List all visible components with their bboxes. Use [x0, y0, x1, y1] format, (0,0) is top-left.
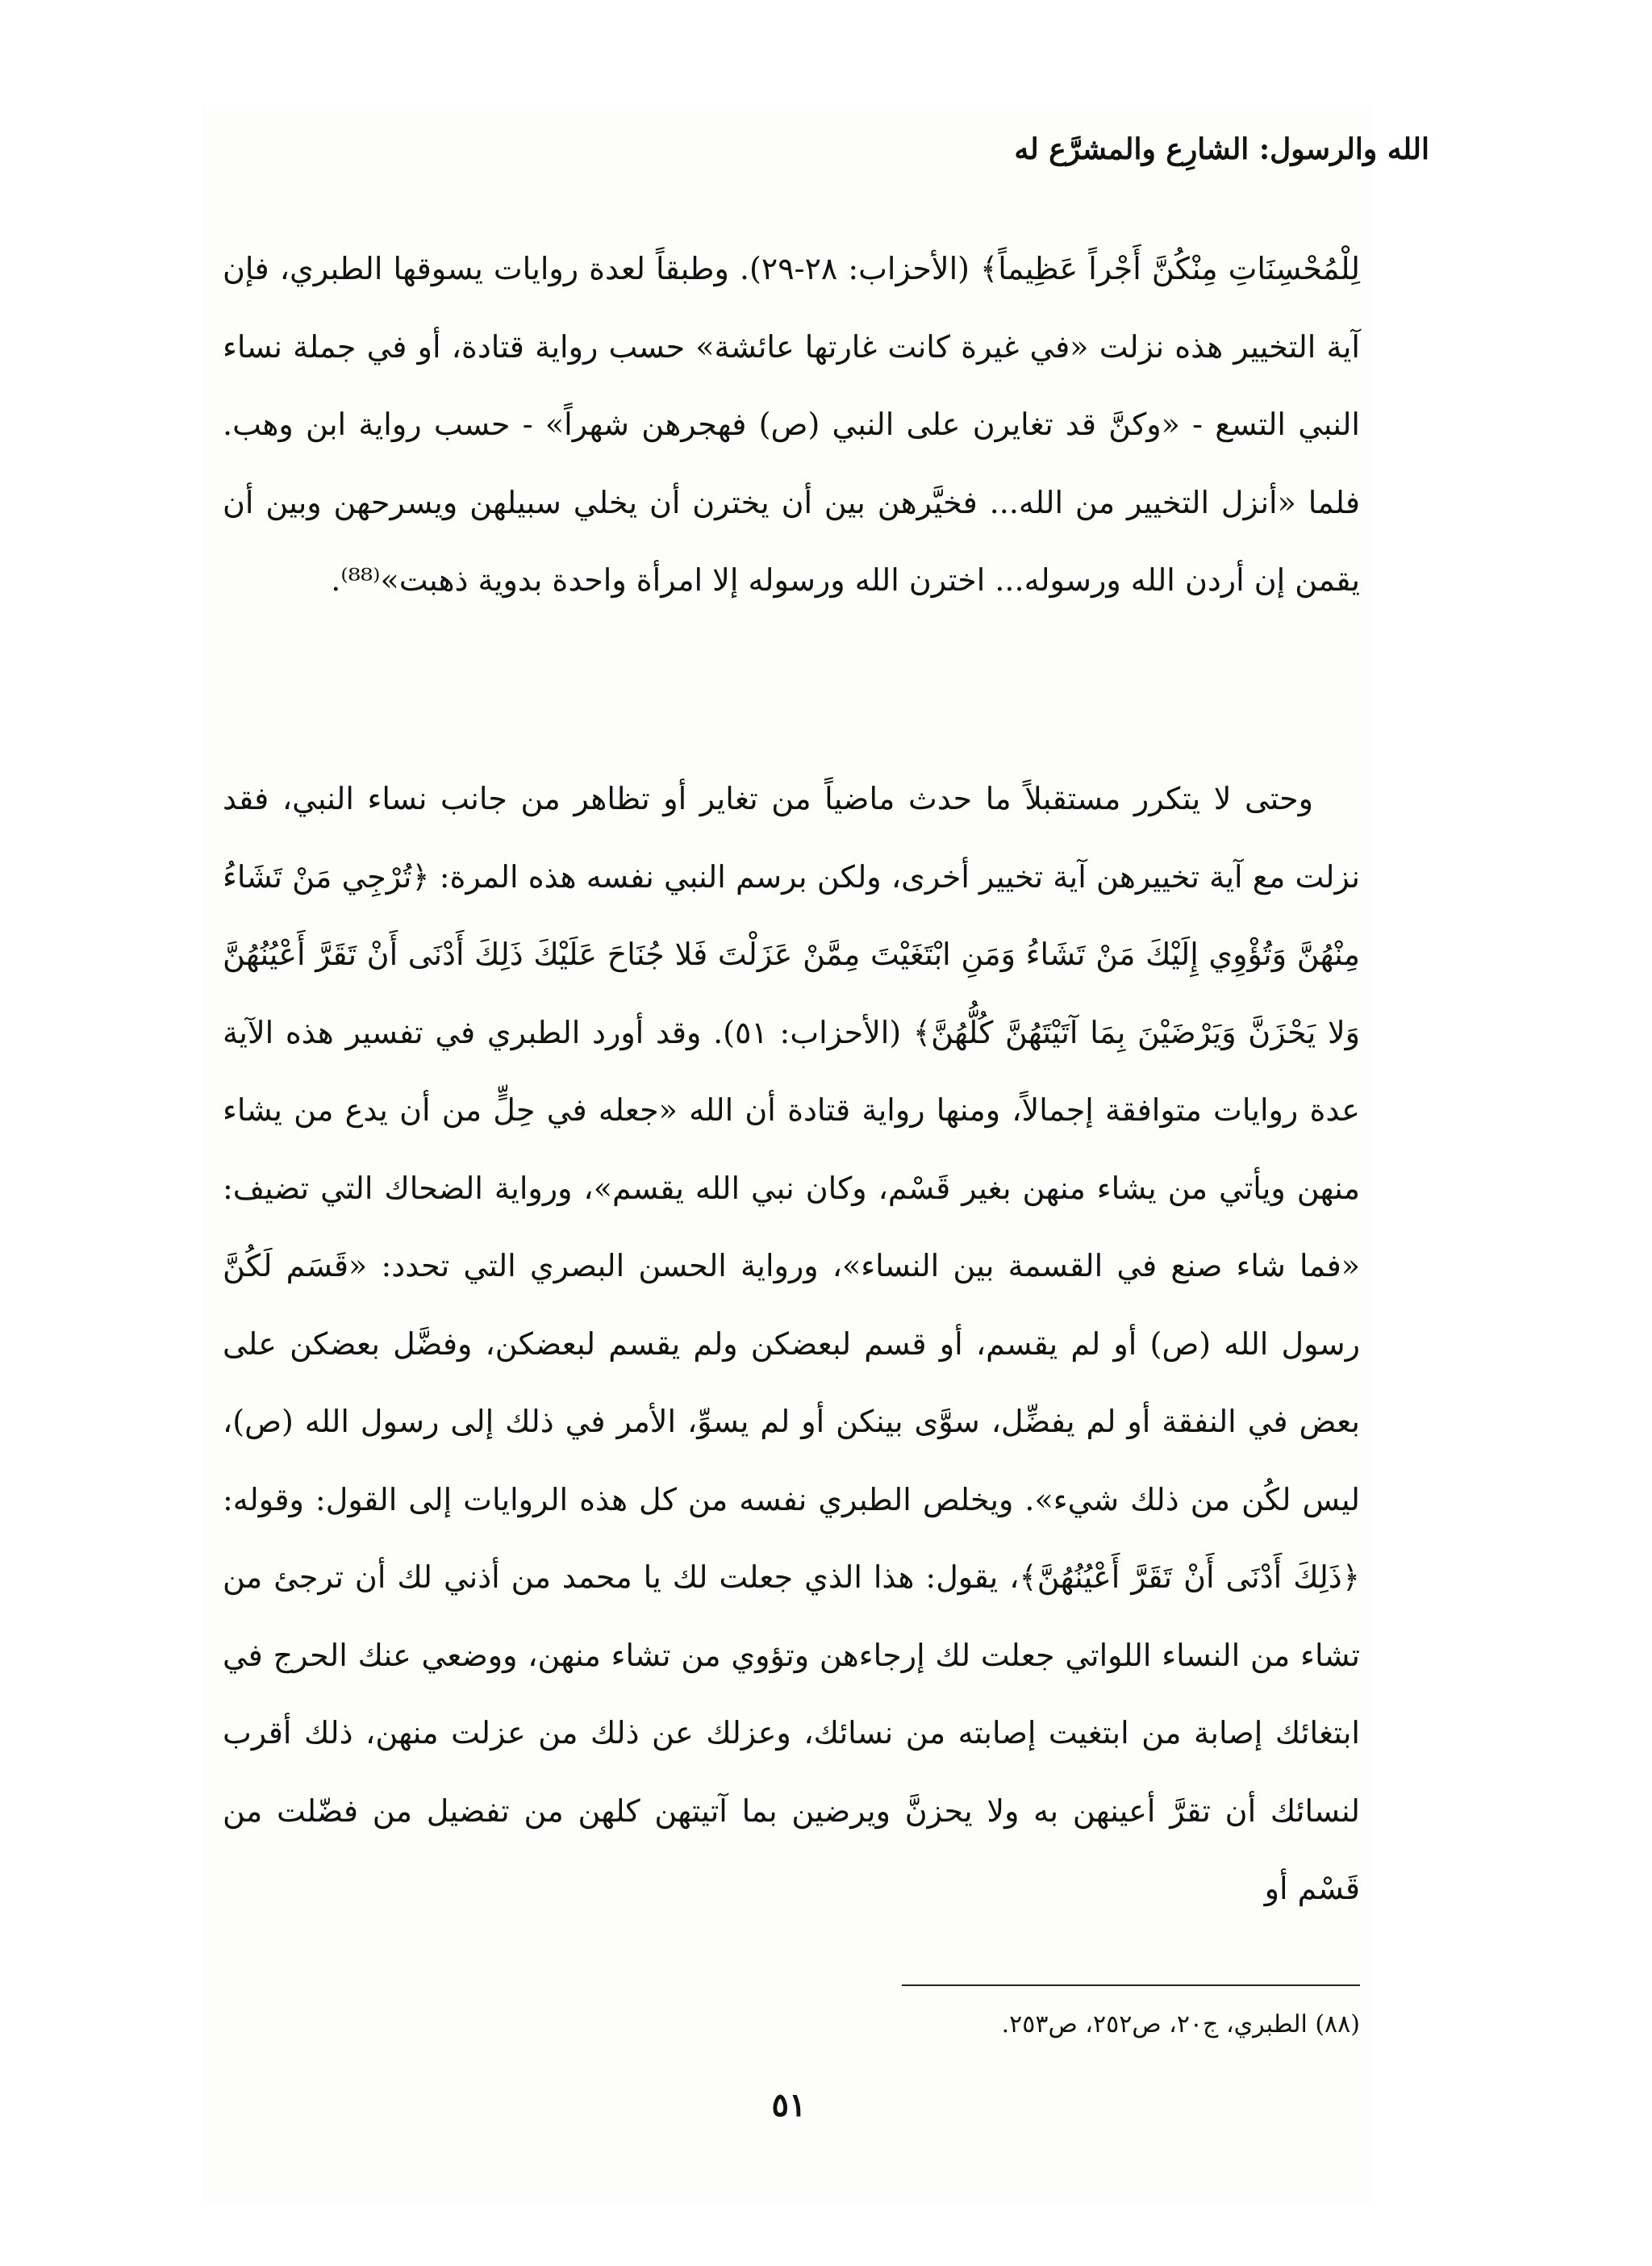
running-head: الله والرسول: الشارِع والمشرَّع له: [1014, 132, 1429, 166]
paragraph-1: لِلْمُحْسِنَاتِ مِنْكُنَّ أَجْراً عَظِيماً﴾ (الأحزاب: ٢٨-٢٩). وطبقاً لعدة روايات يسوقها الطبري، فإن آية التخيير هذه نزلت «في غيرة كانت غارتها عائشة» حسب رواية قتادة، أو في جملة نساء النبي التسع - «وكنَّ قد تغايرن على النبي (ص) فهجرهن شهراً» - حسب رواية ابن وهب. فلما «أنزل التخيير من الله... فخيَّرهن بين أن يخترن أن يخلي سبيلهن ويسرحهن وبين أن يقمن إن أردن الله ورسوله... اخترن الله ورسوله إلا امرأة واحدة بدوية ذهبت»⁽⁸⁸⁾.: [223, 251, 1360, 598]
paragraph-2: وحتى لا يتكرر مستقبلاً ما حدث ماضياً من تغاير أو تظاهر من جانب نساء النبي، فقد نزلت مع آية تخييرهن آية تخيير أخرى، ولكن برسم النبي نفسه هذه المرة: ﴿تُرْجِي مَنْ تَشَاءُ مِنْهُنَّ وَتُؤْوِي إِلَيْكَ مَنْ تَشَاءُ وَمَنِ ابْتَغَيْتَ مِمَّنْ عَزَلْتَ فَلا جُنَاحَ عَلَيْكَ ذَلِكَ أَدْنَى أَنْ تَقَرَّ أَعْيُنُهُنَّ وَلا يَحْزَنَّ وَيَرْضَيْنَ بِمَا آتَيْتَهُنَّ كُلُّهُنَّ﴾ (الأحزاب: ٥١). وقد أورد الطبري في تفسير هذه الآية عدة روايات متوافقة إجمالاً، ومنها رواية قتادة أن الله «جعله في حِلٍّ من أن يدع من يشاء منهن ويأتي من يشاء منهن بغير قَسْم، وكان نبي الله يقسم»، ورواية الضحاك التي تضيف: «فما شاء صنع في القسمة بين النساء»، ورواية الحسن البصري التي تحدد: «قَسَم لَكُنَّ رسول الله (ص) أو لم يقسم، أو قسم لبعضكن ولم يقسم لبعضكن، وفضَّل بعضكن على بعض في النفقة أو لم يفضِّل، سوَّى بينكن أو لم يسوِّ، الأمر في ذلك إلى رسول الله (ص)، ليس لكُن من ذلك شيء». ويخلص الطبري نفسه من كل هذه الروايات إلى القول: وقوله: ﴿ذَلِكَ أَدْنَى أَنْ تَقَرَّ أَعْيُنُهُنَّ﴾، يقول: هذا الذي جعلت لك يا محمد من أذني لك أن ترجئ من تشاء من النساء اللواتي جعلت لك إرجاءهن وتؤوي من تشاء منهن، ووضعي عنك الحرج في ابتغائك إصابة من ابتغيت إصابته من نسائك، وعزلك عن ذلك من عزلت منهن، ذلك أقرب لنسائك أن تقرَّ أعينهن به ولا يحزنَّ ويرضين بما آتيتهن كلهن من تفضيل من فضّلت من قَسْم أو: [223, 781, 1361, 1906]
footnote-divider: [902, 1984, 1360, 1986]
footnote-88: (٨٨) الطبري، ج٢٠، ص٢٥٢، ص٢٥٣.: [1001, 2010, 1360, 2039]
page-number: ٥١: [771, 2086, 807, 2124]
